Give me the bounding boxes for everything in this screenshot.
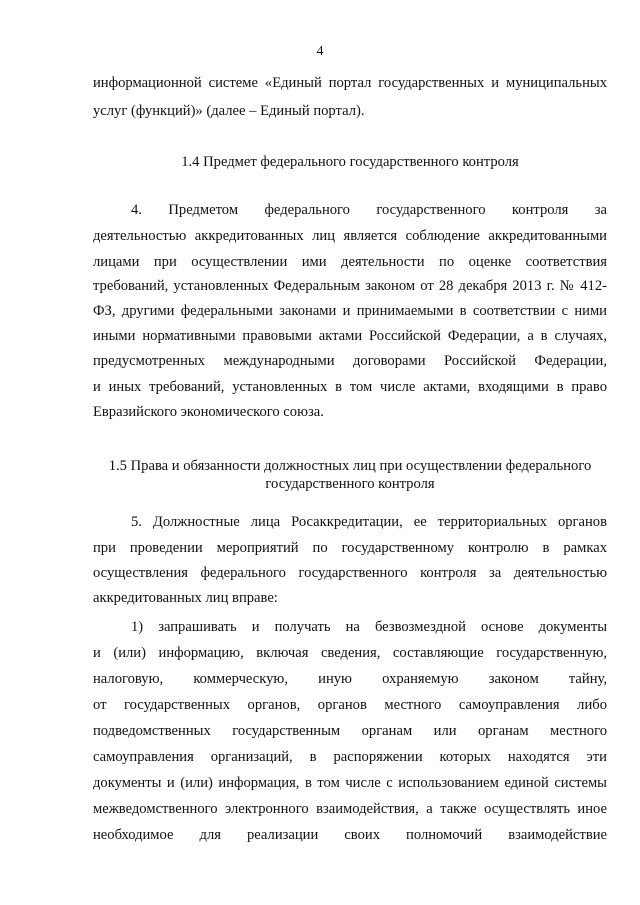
paragraph-line: услуг (функций)» (далее – Единый портал).: [93, 103, 365, 119]
paragraph-line: ФЗ, другими федеральными законами и принимаемыми в соответствии с ними: [93, 303, 607, 319]
paragraph-line: лицами при осуществлении ими деятельности по оценке соответствия: [93, 254, 607, 270]
paragraph-line: подведомственных государственным органам или органам местного: [93, 723, 607, 739]
page-number: 4: [316, 44, 324, 59]
section-heading: государственного контроля: [265, 476, 435, 492]
paragraph-line: и иных требований, установленных в том числе актами, входящими в право: [93, 379, 607, 395]
paragraph-line: осуществления федерального государственного контроля за деятельностью: [93, 565, 607, 581]
paragraph-line: информационной системе «Единый портал государственных и муниципальных: [93, 75, 607, 91]
paragraph-line: при проведении мероприятий по государственному контролю в рамках: [93, 540, 607, 556]
paragraph-line: необходимое для реализации своих полномочий взаимодействие: [93, 827, 607, 843]
paragraph-line: налоговую, коммерческую, иную охраняемую законом тайну,: [93, 671, 607, 687]
paragraph-line: Евразийского экономического союза.: [93, 404, 324, 420]
paragraph-line: аккредитованных лиц вправе:: [93, 590, 278, 606]
paragraph-line: самоуправления организаций, в распоряжении которых находятся эти: [93, 749, 607, 765]
paragraph-line: от государственных органов, органов местного самоуправления либо: [93, 697, 607, 713]
paragraph-line: межведомственного электронного взаимодействия, а также осуществлять иное: [93, 801, 607, 817]
paragraph-line: документы и (или) информация, в том числе с использованием единой системы: [93, 775, 607, 791]
section-heading: 1.5 Права и обязанности должностных лиц при осуществлении федерального: [108, 458, 592, 474]
paragraph-line: 4. Предметом федерального государственного контроля за: [131, 202, 607, 218]
section-heading: 1.4 Предмет федерального государственного контроля: [181, 154, 519, 170]
paragraph-line: 5. Должностные лица Росаккредитации, ее территориальных органов: [131, 514, 607, 530]
paragraph-line: и (или) информацию, включая сведения, составляющие государственную,: [93, 645, 607, 661]
paragraph-line: деятельностью аккредитованных лиц является соблюдение аккредитованными: [93, 228, 607, 244]
paragraph-line: предусмотренных международными договорами Российской Федерации,: [93, 353, 607, 369]
list-item-line: 1) запрашивать и получать на безвозмездной основе документы: [131, 619, 607, 635]
paragraph-line: иными нормативными правовыми актами Российской Федерации, а в случаях,: [93, 328, 607, 344]
paragraph-line: требований, установленных Федеральным законом от 28 декабря 2013 г. № 412-: [93, 278, 607, 294]
